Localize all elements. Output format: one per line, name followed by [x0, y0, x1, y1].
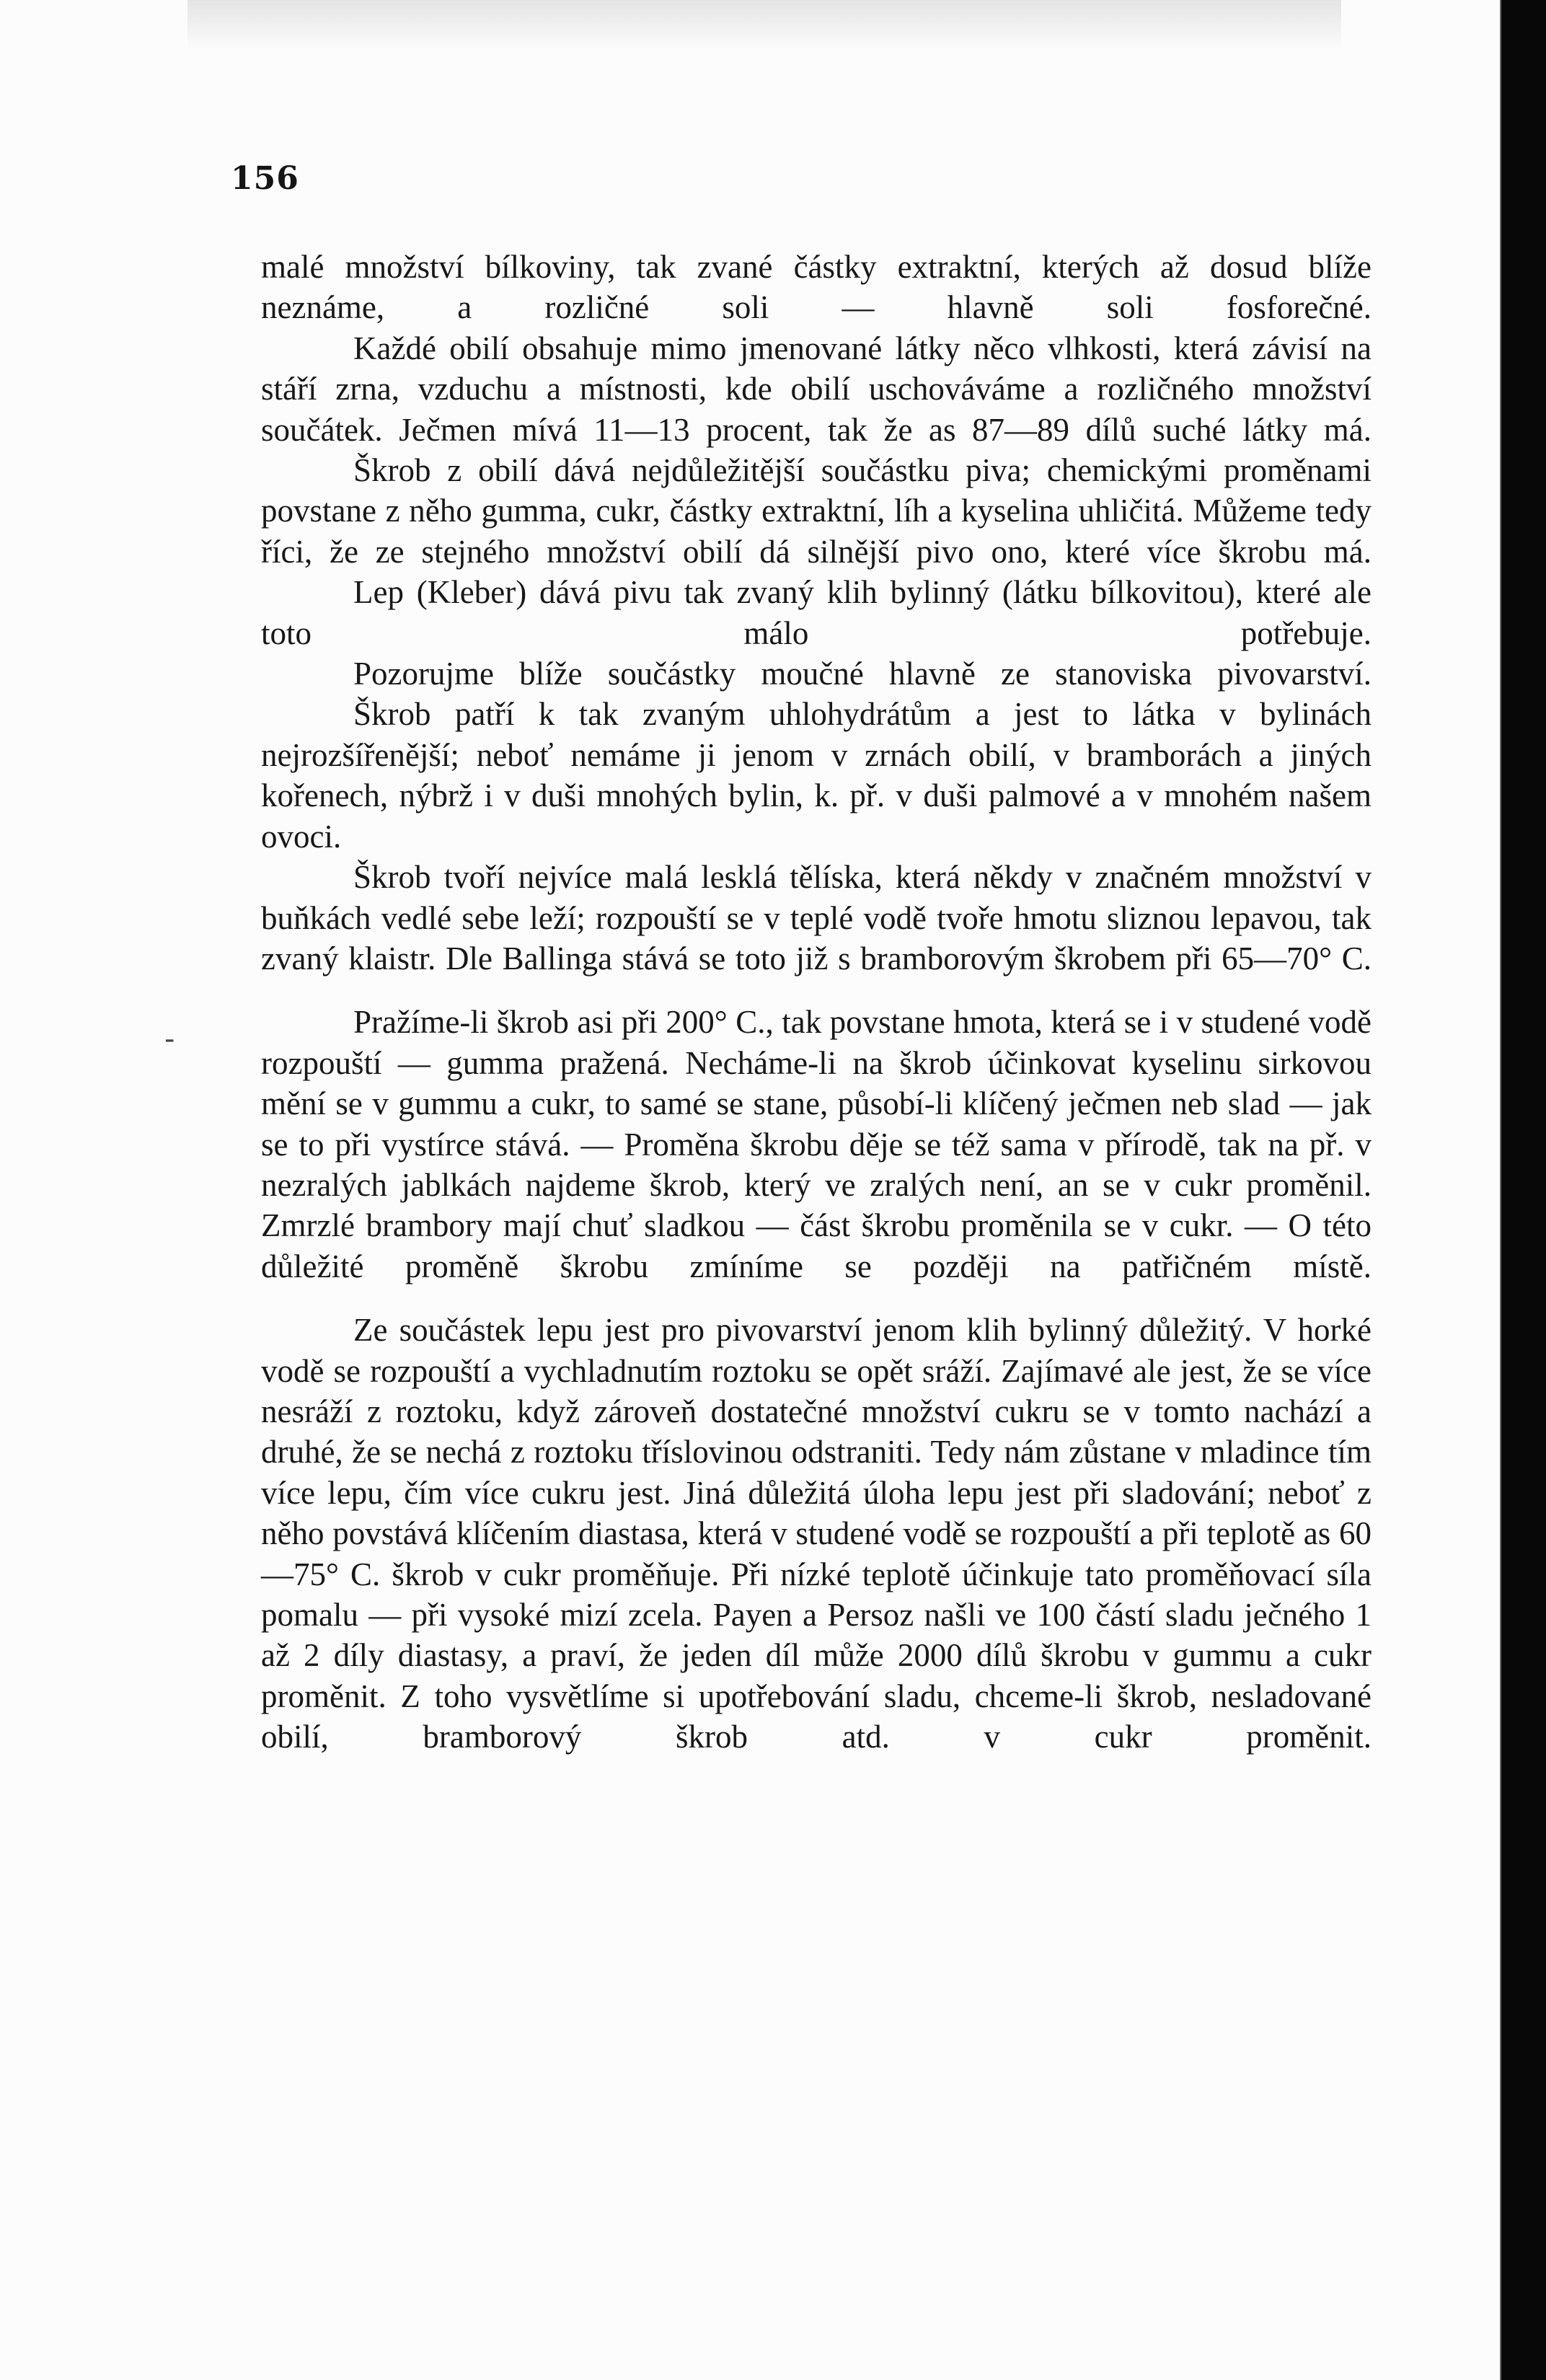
- paragraph-4: Lep (Kleber) dává pivu tak zvaný klih bylinný (látku bílkovitou), které ale toto málo potřebuje.: [261, 574, 1371, 651]
- paragraph-3: Škrob z obilí dává nejdůležitější součástku piva; chemickými proměnami povstane z něho gumma, cukr, částky extraktní, líh a kyselina uhličitá. Můžeme tedy říci, že ze stejného množství obilí dá silnější pivo ono, které více škrobu má.: [261, 452, 1371, 570]
- page-number: 156: [231, 160, 299, 197]
- body-text: [261, 247, 1371, 1758]
- scan-smudge: [187, 0, 1341, 50]
- margin-mark: -: [164, 1023, 175, 1056]
- paragraph-5: Pozorujme blíže součástky moučné hlavně ze stanoviska pivovarství.: [353, 656, 1371, 692]
- paragraph-1: malé množství bílkoviny, tak zvané částky extraktní, kterých až dosud blíže neznáme, a rozličné soli — hlavně soli fosforečné.: [261, 249, 1371, 326]
- paragraph-6: Škrob patří k tak zvaným uhlohydrátům a jest to látka v bylinách nejrozšířenější; neboť nemáme ji jenom v zrnách obilí, v bramborách a jiných kořenech, nýbrž i v duši mnohých bylin, k. př. v duši palmové a v mnohém našem ovoci.: [261, 696, 1371, 855]
- paragraph-9: Ze součástek lepu jest pro pivovarství jenom klih bylinný důležitý. V horké vodě se rozpouští a vychladnutím roztoku se opět sráží. Zajímavé ale jest, že se více nesráží z roztoku, když zároveň dostatečné množství cukru se v tomto nachází a druhé, že se nechá z roztoku tříslovinou odstraniti. Tedy nám zůstane v mladince tím více lepu, čím více cukru jest. Jiná důležitá úloha lepu jest při sladování; neboť z něho povstává klíčením diastasa, která v studené vodě se rozpouští a při teplotě as 60—75° C. škrob v cukr proměňuje. Při nízké teplotě účinkuje tato proměňovací síla pomalu — při vysoké mizí zcela. Payen a Persoz našli ve 100 částí sladu ječného 1 až 2 díly diastasy, a praví, že jeden díl může 2000 dílů škrobu v gummu a cukr proměnit. Z toho vysvětlíme si upotřebování sladu, chceme-li škrob, nesladované obilí, bramborový škrob atd. v cukr proměnit.: [261, 1312, 1371, 1755]
- paragraph-7: Škrob tvoří nejvíce malá lesklá tělíska, která někdy v značném množství v buňkách vedlé sebe leží; rozpouští se v teplé vodě tvoře hmotu sliznou lepavou, tak zvaný klaistr. Dle Ballinga stává se toto již s bramborovým škrobem při 65—70° C.: [261, 859, 1371, 977]
- paragraph-2: Každé obilí obsahuje mimo jmenované látky něco vlhkosti, která závisí na stáří zrna, vzduchu a místnosti, kde obilí uschováváme a rozličného množství součátek. Ječmen mívá 11—13 procent, tak že as 87—89 dílů suché látky má.: [261, 330, 1371, 448]
- paragraph-8: Pražíme-li škrob asi při 200° C., tak povstane hmota, která se i v studené vodě rozpouští — gumma pražená. Necháme-li na škrob účinkovat kyselinu sirkovou mění se v gummu a cukr, to samé se stane, působí-li klíčený ječmen neb slad — jak se to při vystírce stává. — Proměna škrobu děje se též sama v přírodě, tak na př. v nezralých jablkách najdeme škrob, který ve zralých není, an se v cukr proměnil. Zmrzlé brambory mají chuť sladkou — část škrobu proměnila se v cukr. — O této důležité proměně škrobu zmíníme se později na patřičném místě.: [261, 1004, 1371, 1284]
